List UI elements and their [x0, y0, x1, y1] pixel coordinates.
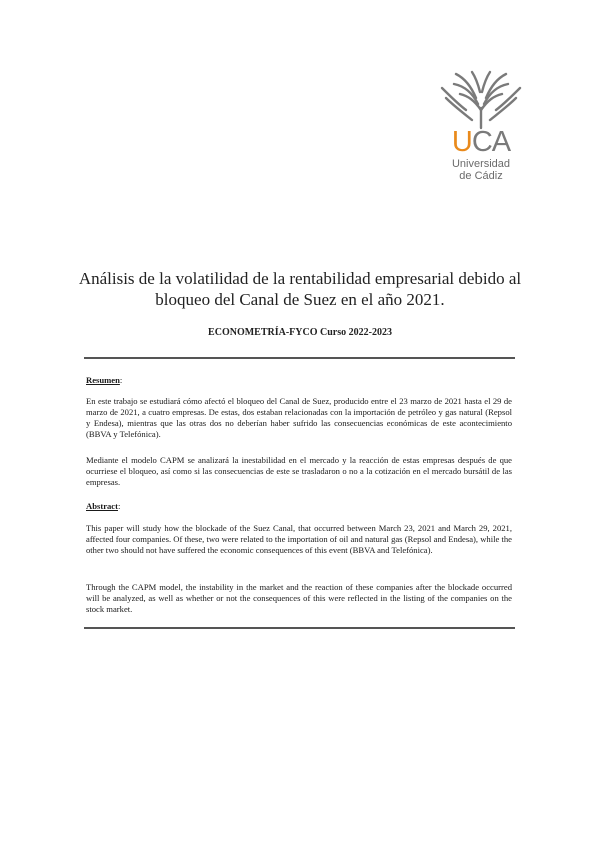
- abstract-paragraph: This paper will study how the blockade of the Suez Canal, that occurred between March 23, 2021 and March 29, 2021, affected four companies. Of these, two were related to the importation of oil and natural gas (Repsol and Endesa), while the other two should not have suffered the economic consequences of this event (BBVA and Telefónica).: [86, 523, 512, 555]
- resumen-heading: Resumen: [86, 375, 120, 385]
- course-line: [70, 327, 530, 338]
- resumen-heading-block: Resumen:: [86, 375, 123, 385]
- abstract-heading-block: Abstract:: [86, 501, 121, 511]
- bottom-divider: [84, 627, 515, 629]
- abstract-paragraph: Through the CAPM model, the instability in the market and the reaction of these companies after the blockade occurred will be analyzed, as well as whether or not the consequences of this were reflected in the listing of the companies on the stock market.: [86, 582, 512, 614]
- title-line-1: Análisis de la volatilidad de la rentabilidad empresarial debido al: [78, 269, 522, 288]
- logo-text-line1: Universidad: [451, 158, 511, 170]
- logo-text-line2: de Cádiz: [459, 170, 503, 182]
- course-name: ECONOMETRÍA-FYCO: [208, 327, 318, 338]
- uca-wordmark: [436, 126, 526, 156]
- university-logo: [436, 70, 526, 182]
- svg-text:UCA: UCA: [451, 126, 511, 156]
- abstract-heading: Abstract: [86, 501, 118, 511]
- resumen-paragraph: Mediante el modelo CAPM se analizará la inestabilidad en el mercado y la reacción de estas empresas después de que ocurriese el bloqueo, así como si las consecuencias de este se trasladaron o no a la cotización en el mercado bursátil de las empresas.: [86, 455, 512, 487]
- resumen-paragraph: En este trabajo se estudiará cómo afectó el bloqueo del Canal de Suez, producido entre el 23 marzo de 2021 hasta el 29 de marzo de 2021, a cuatro empresas. De estas, dos estaban relacionadas con la importación de petróleo y gas natural (Repsol y Endesa), mientras que las otras dos no deberían haber sufrido las consecuencias económicas de este acontecimiento (BBVA y Telefónica).: [86, 396, 512, 439]
- top-divider: [84, 357, 515, 359]
- title-line-2: bloqueo del Canal de Suez en el año 2021.: [155, 290, 445, 309]
- laurel-emblem-icon: [436, 70, 526, 130]
- paper-title: [70, 268, 530, 310]
- course-term: Curso 2022-2023: [320, 327, 392, 338]
